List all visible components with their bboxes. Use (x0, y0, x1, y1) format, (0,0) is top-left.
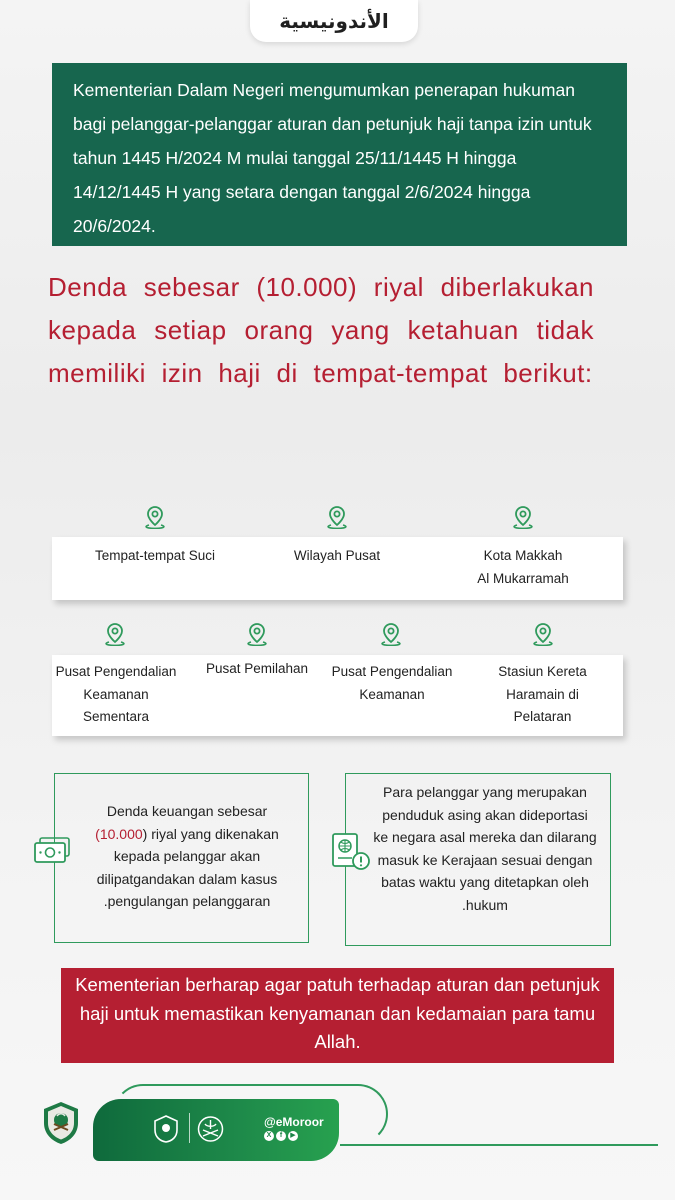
location-label: Pusat Pemilahan (205, 661, 309, 676)
traffic-logo-icon (153, 1115, 179, 1143)
fine-amount: (10.000 (95, 825, 143, 842)
location-label: Wilayah Pusat (293, 548, 381, 563)
announcement-text: Kementerian Dalam Negeri mengumumkan penerapan hukuman bagi pelanggar-pelanggar aturan dan petunjuk haji tanpa izin untuk tahun 1445 H/2024 M mulai tanggal 25/11/1445 H hingga 14/12/1445 H yang setara dengan tanggal 2/6/2024 hingga 20/6/2024. (73, 80, 592, 236)
footer-line (340, 1144, 658, 1146)
location-pin-icon (246, 622, 268, 646)
language-tab[interactable]: الأندونيسية (250, 0, 418, 42)
location-label: Stasiun Kereta Haramain di Pelataran (498, 664, 587, 724)
money-icon (33, 835, 71, 865)
location-pin-icon (326, 505, 348, 529)
footer-divider (189, 1113, 190, 1143)
location-pin-icon (532, 622, 554, 646)
location-pin-icon (144, 505, 166, 529)
closing-banner: Kementerian berharap agar patuh terhadap aturan dan petunjuk haji untuk memastikan kenyamanan dan kedamaian para tamu Allah. (61, 968, 614, 1063)
location-label: Kota Makkah Al Mukarramah (477, 548, 569, 586)
location-pin-icon (380, 622, 402, 646)
x-icon[interactable]: X (264, 1131, 274, 1141)
fine-text-before: Denda keuangan sebesar (106, 803, 268, 819)
location-label: Pusat Pengendalian Keamanan (331, 664, 453, 702)
location-label: Pusat Pengendalian Keamanan Sementara (55, 664, 177, 724)
youtube-icon[interactable]: ▶ (288, 1131, 298, 1141)
social-icons (264, 1131, 298, 1141)
location-pin-icon (104, 622, 126, 646)
announcement-box (52, 63, 627, 246)
fine-heading: Denda sebesar (10.000) riyal diberlakukan kepada setiap orang yang ketahuan tidak memiliki izin haji di tempat-tempat berikut: (48, 272, 594, 388)
ministry-emblem-icon (40, 1100, 82, 1146)
fine-info-text (80, 800, 294, 913)
fine-text-after: ) riyal yang dikenakan kepada pelanggar akan dilipatgandakan dalam kasus .pengulangan pelanggaran (96, 825, 279, 909)
saudi-emblem-icon (197, 1115, 224, 1143)
social-handle[interactable]: @eMoroor (264, 1115, 324, 1129)
passport-warning-icon (329, 832, 373, 874)
facebook-icon[interactable]: f (276, 1131, 286, 1141)
deport-info-text: Para pelanggar yang merupakan penduduk asing akan dideportasi ke negara asal mereka dan dilarang masuk ke Kerajaan sesuai dengan batas waktu yang ditetapkan oleh .hukum (373, 784, 597, 913)
location-label: Tempat-tempat Suci (94, 548, 216, 563)
location-pin-icon (512, 505, 534, 529)
